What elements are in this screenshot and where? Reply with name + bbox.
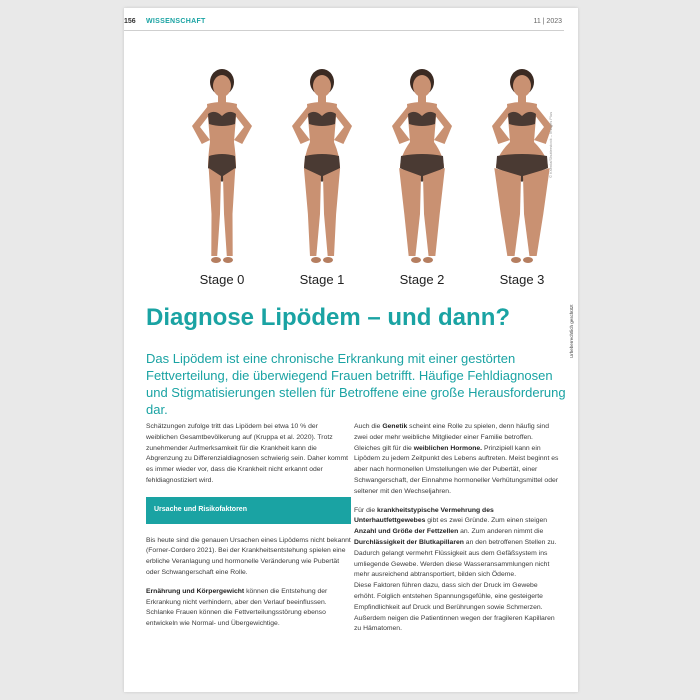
woman-figure-stage-2 bbox=[372, 64, 472, 269]
paragraph bbox=[354, 422, 559, 498]
lipedema-stages-illustration bbox=[172, 64, 572, 300]
paragraph-text: scheint eine Rolle zu spielen, denn häufig sind zwei oder mehr weibliche Mitglieder einer Familie betroffen. Gleiches gilt für die bbox=[354, 423, 549, 452]
copyright-note: Urheberrechtlich geschützt bbox=[569, 304, 574, 358]
section-label: WISSENSCHAFT bbox=[146, 18, 206, 25]
right-foot bbox=[523, 257, 533, 263]
left-foot bbox=[411, 257, 421, 263]
stage-label: Stage 1 bbox=[299, 272, 345, 287]
left-foot bbox=[211, 257, 221, 263]
woman-figure-stage-3 bbox=[472, 64, 572, 269]
bold-term: weiblichen Hormone. bbox=[413, 444, 483, 452]
head bbox=[313, 75, 331, 97]
left-arm bbox=[192, 106, 210, 144]
left-leg bbox=[494, 168, 521, 256]
right-leg bbox=[323, 168, 340, 256]
left-column bbox=[146, 422, 351, 630]
woman-figure-stage-1 bbox=[272, 64, 372, 269]
article-title: Diagnose Lipödem – und dann? bbox=[146, 304, 511, 331]
left-arm bbox=[292, 106, 310, 144]
paragraph-text: Für die bbox=[354, 506, 378, 514]
neck bbox=[218, 95, 226, 103]
left-leg bbox=[209, 168, 221, 256]
right-arm bbox=[334, 106, 352, 144]
head bbox=[213, 75, 231, 97]
image-credit: © Ksenia/Shutterstock – Images Plus bbox=[548, 111, 553, 178]
neck bbox=[318, 95, 326, 103]
left-foot bbox=[511, 257, 521, 263]
page-header bbox=[124, 18, 564, 30]
stage-figure bbox=[472, 64, 572, 300]
right-leg bbox=[223, 168, 235, 256]
stage-figure bbox=[272, 64, 372, 300]
left-arm bbox=[392, 106, 410, 144]
right-leg bbox=[523, 168, 550, 256]
bold-term: Durchlässigkeit der Blutkapillaren bbox=[354, 538, 464, 546]
paragraph bbox=[354, 506, 559, 582]
neck bbox=[518, 95, 526, 103]
neck bbox=[418, 95, 426, 103]
bold-term: Anzahl und Größe der Fettzellen bbox=[354, 528, 459, 536]
right-arm bbox=[434, 106, 452, 144]
right-foot bbox=[323, 257, 333, 263]
woman-figure-stage-0 bbox=[172, 64, 272, 269]
stage-figure bbox=[372, 64, 472, 300]
paragraph-text: Auch die bbox=[354, 423, 383, 430]
article-lead: Das Lipödem ist eine chronische Erkrankung mit einer gestörten Fettverteilung, die überwiegend Frauen betrifft. Häufige Fehldiagnosen und Stigmatisierungen stellen für Betroffene eine große Herausforderung dar. bbox=[146, 351, 566, 417]
right-foot bbox=[423, 257, 433, 263]
stage-label: Stage 2 bbox=[399, 272, 445, 287]
stage-label: Stage 0 bbox=[199, 272, 245, 287]
left-leg bbox=[304, 168, 321, 256]
subheading-box: Ursache und Risikofaktoren bbox=[146, 497, 351, 524]
right-arm bbox=[234, 106, 252, 144]
issue-label: 11 | 2023 bbox=[533, 18, 562, 25]
paragraph-text: an. Zum anderen nimmt die bbox=[458, 528, 544, 536]
magazine-page bbox=[124, 8, 578, 692]
stage-label: Stage 3 bbox=[499, 272, 545, 287]
left-leg bbox=[399, 168, 421, 256]
right-column bbox=[354, 422, 559, 635]
paragraph: Bis heute sind die genauen Ursachen eines Lipödems nicht bekannt (Forner-Cordero 2021). Bei der Krankheitsentstehung spielen eine erbliche Veranlagung und hormonelle Veränderung wie Pubertät oder Schwangerschaft eine Rolle. bbox=[146, 536, 351, 576]
left-foot bbox=[311, 257, 321, 263]
paragraph-text: Prinzipiell kann ein Lipödem zu jedem Zeitpunkt des Lebens auftreten. Meist beginnt es aber nach hormonellen Umstellungen wie der Pubertät, einer Schwangerschaft, der Einnahme hormoneller Verhütungsmittel oder seltener mit den Wechseljahren. bbox=[354, 444, 559, 495]
paragraph-text: gibt es zwei Gründe. Zum einen steigen bbox=[425, 517, 548, 525]
stage-figure bbox=[172, 64, 272, 300]
paragraph bbox=[146, 587, 351, 630]
paragraph-text: können die Entstehung der Erkrankung nicht verhindern, aber den Verlauf beeinflussen. Schlanke Frauen können die Fettverteilungsstörung ebenso entwickeln wie Normal- und Übergewichtige. bbox=[146, 587, 328, 628]
paragraph-text: an den betroffenen Stellen zu. Dadurch gelangt vermehrt Flüssigkeit aus dem Gefäßsystem ins umliegende Gewebe. Werden diese Wasseransammlungen nicht mehr ausreichend abtransportiert, bilden sich Ödeme. bbox=[354, 538, 557, 579]
bold-term: krankheitstypische Vermehrung des Unterhautfettgewebes bbox=[354, 506, 494, 525]
left-arm bbox=[492, 106, 510, 144]
head bbox=[413, 75, 431, 97]
head bbox=[513, 75, 531, 97]
paragraph: Schätzungen zufolge tritt das Lipödem bei etwa 10 % der weiblichen Gesamtbevölkerung auf (Kruppa et al. 2020). Trotz zunehmender Aufmerksamkeit für die Krankheit kann die Abgrenzung zu Differenzialdiagnosen schwierig sein. Daher kommt es immer wieder vor, dass die Krankheit nicht erkannt oder fehldiagnostiziert wird. bbox=[146, 423, 348, 484]
paragraph: Diese Faktoren führen dazu, dass sich der Druck im Gewebe erhöht. Folglich entstehen Spannungsgefühle, eine gesteigerte Empfindlichkeit auf Druck und Berührungen sowie Schmerzen. Außerdem neigen die Patientinnen wegen der fragileren Kapillaren zu Hämatomen. bbox=[354, 582, 555, 633]
bold-term: Genetik bbox=[382, 423, 408, 430]
page-number: 156 bbox=[124, 18, 136, 25]
right-foot bbox=[223, 257, 233, 263]
header-divider bbox=[124, 30, 564, 31]
right-leg bbox=[423, 168, 445, 256]
bold-term: Ernährung und Körpergewicht bbox=[146, 587, 245, 595]
